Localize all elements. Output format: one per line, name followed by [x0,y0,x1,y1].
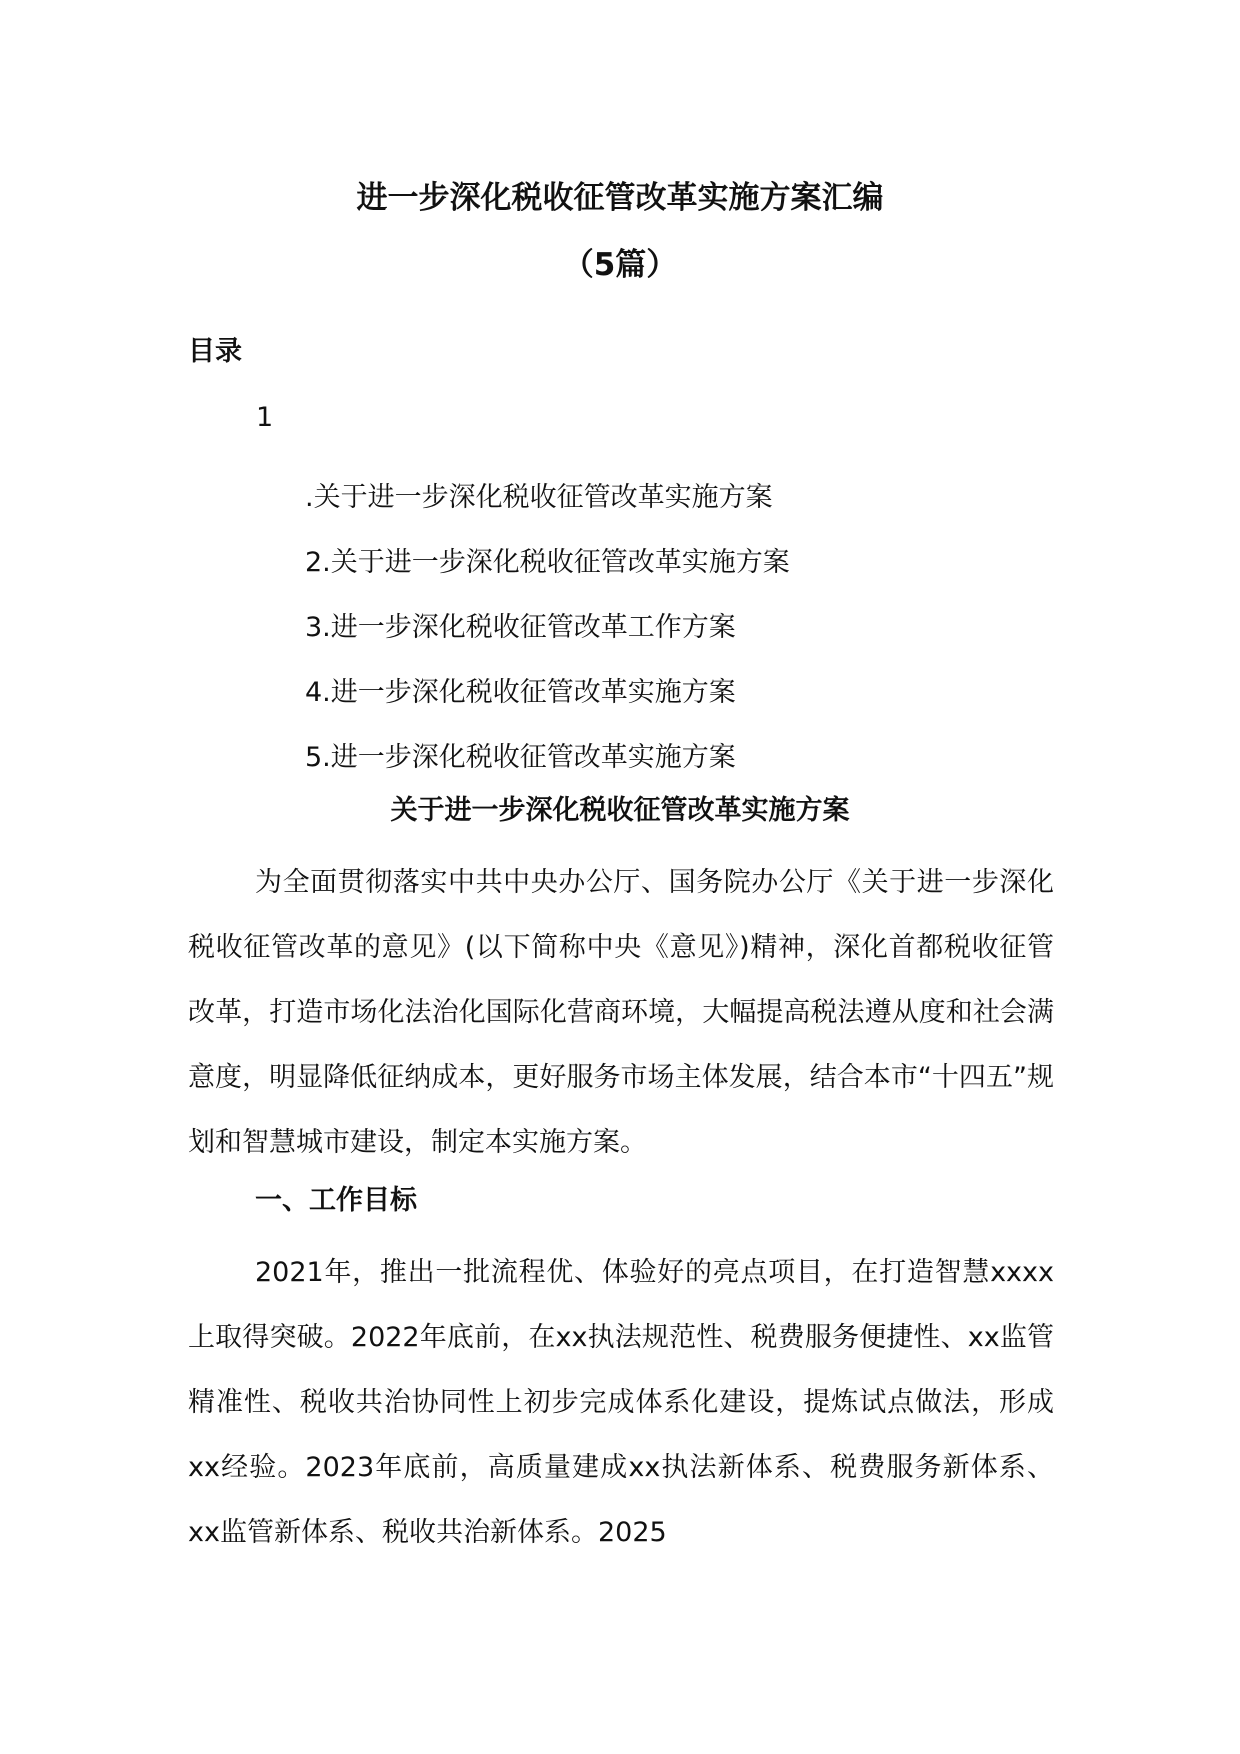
toc-item: .关于进一步深化税收征管改革实施方案 [305,482,773,513]
toc-item: 3.进一步深化税收征管改革工作方案 [305,612,736,643]
document-title: 进一步深化税收征管改革实施方案汇编 [356,180,884,216]
document-subtitle: （5篇） [562,247,678,283]
intro-paragraph: 为全面贯彻落实中共中央办公厅、国务院办公厅《关于进一步深化税收征管改革的意见》(以下简称中央《意见》)精神，深化首都税收征管改革，打造市场化法治化国际化营商环境，大幅提高税法遵从度和社会满意度，明显降低征纳成本，更好服务市场主体发展，结合本市“十四五”规划和智慧城市建设，制定本实施方案。 [188,867,1054,1158]
goals-paragraph: 2021年，推出一批流程优、体验好的亮点项目，在打造智慧xxxx上取得突破。2022年底前，在xx执法规范性、税费服务便捷性、xx监管精准性、税收共治协同性上初步完成体系化建设，提炼试点做法，形成xx经验。2023年底前，高质量建成xx执法新体系、税费服务新体系、xx监管新体系、税收共治新体系。2025 [188,1257,1054,1548]
toc-item: 4.进一步深化税收征管改革实施方案 [305,677,736,708]
toc-number: 1 [256,402,274,433]
section-title: 关于进一步深化税收征管改革实施方案 [390,795,850,826]
goals-heading: 一、工作目标 [255,1185,417,1216]
toc-heading: 目录 [188,336,242,367]
toc-item: 5.进一步深化税收征管改革实施方案 [305,742,736,773]
toc-list [305,465,790,790]
toc-item: 2.关于进一步深化税收征管改革实施方案 [305,547,790,578]
